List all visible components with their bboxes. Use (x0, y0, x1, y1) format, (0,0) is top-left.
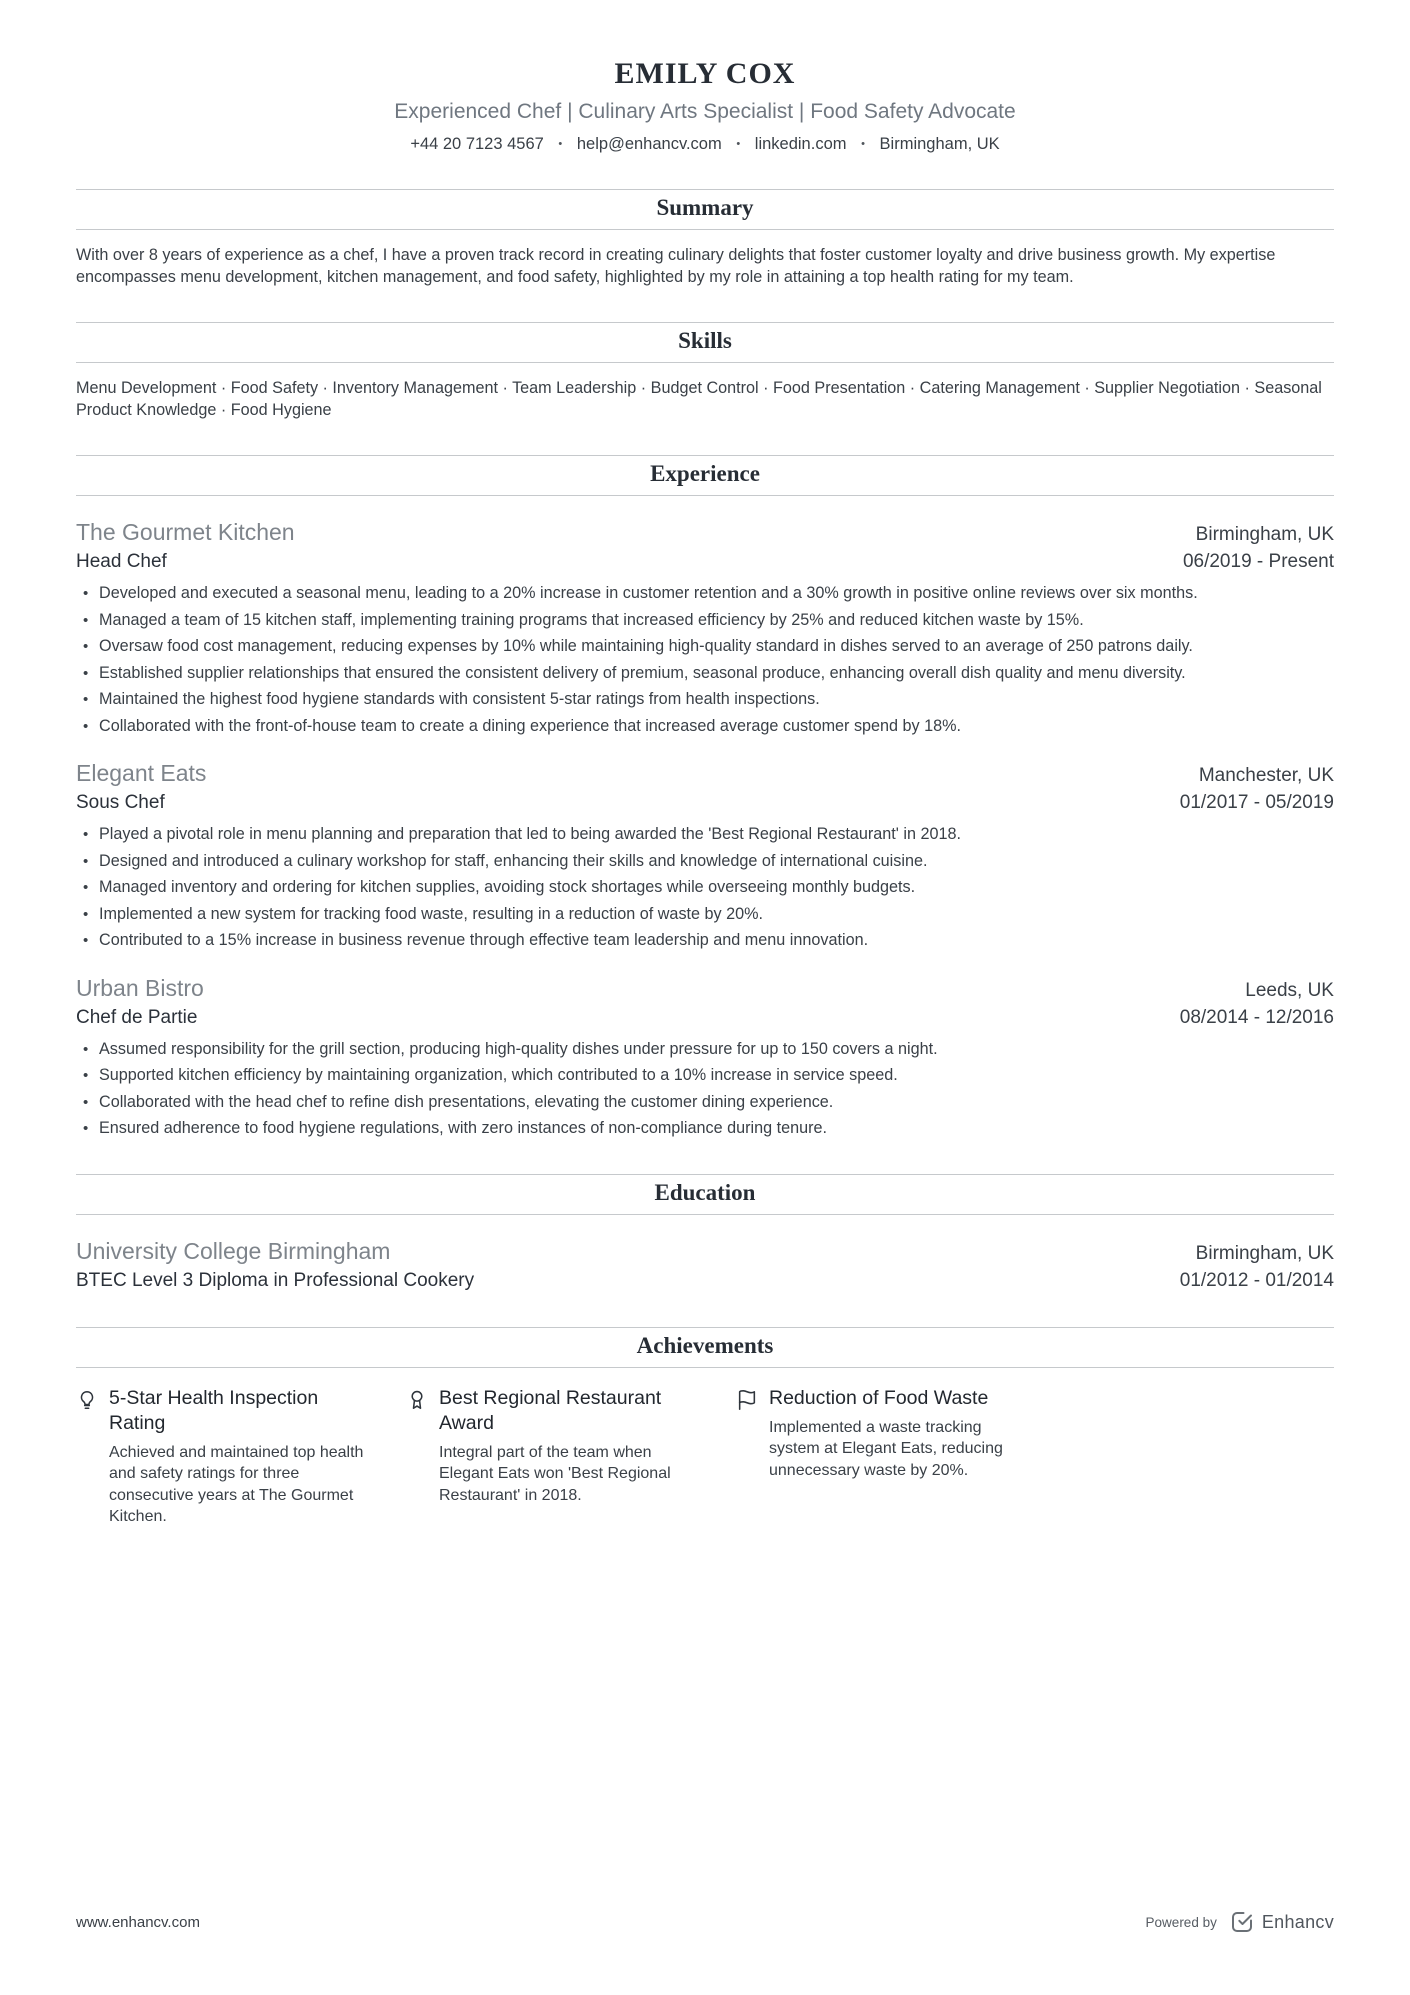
education-entry (76, 1237, 1334, 1293)
enhancv-logo-icon (1229, 1909, 1255, 1935)
contact-separator: • (736, 138, 741, 150)
achievement-title: Reduction of Food Waste (769, 1386, 989, 1409)
achievement-body (109, 1386, 376, 1528)
experience-entry-subheader (76, 547, 1334, 574)
award-icon (406, 1389, 428, 1411)
degree-name: BTEC Level 3 Diploma in Professional Cookery (76, 1269, 475, 1291)
summary-section-head (76, 189, 1334, 230)
achievement-item (76, 1386, 376, 1528)
experience-bullet: • Contributed to a 15% increase in business revenue through effective team leadership and menu innovation. (76, 930, 1334, 952)
achievements-section-title: Achievements (636, 1332, 774, 1358)
company-name: The Gourmet Kitchen (76, 519, 295, 545)
resume-header (76, 56, 1334, 155)
experience-bullet: • Developed and executed a seasonal menu, leading to a 20% increase in customer retention and a 30% growth in positive online reviews over six months. (76, 583, 1334, 605)
experience-bullet: • Implemented a new system for tracking food waste, resulting in a reduction of waste by 20%. (76, 904, 1334, 926)
experience-bullet: • Managed inventory and ordering for kitchen supplies, avoiding stock shortages while overseeing monthly budgets. (76, 877, 1334, 899)
email-link[interactable]: help@enhancv.com (576, 135, 722, 153)
experience-entry (76, 974, 1334, 1140)
job-title: Head Chef (76, 551, 167, 572)
experience-entry-subheader (76, 788, 1334, 815)
experience-bullets (76, 583, 1334, 737)
school-location: Birmingham, UK (1195, 1242, 1334, 1264)
achievement-item (406, 1386, 706, 1528)
powered-by-label: Powered by (1145, 1914, 1217, 1930)
location-text: Birmingham, UK (879, 135, 1000, 153)
headline: Experienced Chef | Culinary Arts Specialist | Food Safety Advocate (394, 100, 1016, 123)
education-entry-header (76, 1237, 1334, 1266)
achievement-body (769, 1386, 1036, 1482)
powered-by-block (1146, 1909, 1334, 1935)
job-title: Sous Chef (76, 792, 165, 813)
company-location: Manchester, UK (1198, 765, 1334, 786)
experience-entry (76, 759, 1334, 952)
education-dates: 01/2012 - 01/2014 (1179, 1269, 1334, 1291)
experience-section-title: Experience (650, 461, 760, 486)
school-name: University College Birmingham (76, 1237, 391, 1264)
experience-entry (76, 518, 1334, 737)
phone-number: +44 20 7123 4567 (410, 135, 544, 153)
company-location: Leeds, UK (1245, 979, 1334, 1001)
skills-section-head (76, 322, 1334, 363)
summary-section-title: Summary (656, 195, 754, 220)
experience-bullet: • Supported kitchen efficiency by maintaining organization, which contributed to a 10% increase in service speed. (76, 1065, 1334, 1087)
company-location: Birmingham, UK (1195, 524, 1334, 545)
experience-bullet: • Ensured adherence to food hygiene regulations, with zero instances of non-compliance during tenure. (76, 1118, 1334, 1140)
experience-entry-header (76, 759, 1334, 788)
skills-list: Menu Development · Food Safety · Inventory Management · Team Leadership · Budget Control · Food Presentation · Catering Management · Supplier Negotiation · Seasonal Product Knowledge · Food Hygiene (76, 379, 1322, 419)
achievement-text: Achieved and maintained top health and safety ratings for three consecutive years at The Gourmet Kitchen. (109, 1443, 364, 1525)
achievements-grid (76, 1386, 1334, 1528)
education-section-title: Education (654, 1179, 756, 1205)
experience-bullets (76, 824, 1334, 952)
experience-bullet: • Established supplier relationships that ensured the consistent delivery of premium, seasonal produce, enhancing overall dish quality and menu diversity. (76, 663, 1334, 685)
experience-bullet: • Collaborated with the head chef to refine dish presentations, elevating the customer dining experience. (76, 1092, 1334, 1114)
education-entry-subheader (76, 1266, 1334, 1293)
summary-text: With over 8 years of experience as a chef, I have a proven track record in creating culinary delights that foster customer loyalty and drive business growth. My expertise encompasses menu development, kitchen management, and food safety, highlighted by my role in attaining a top health rating for my team. (76, 246, 1276, 286)
skills-section-title: Skills (678, 328, 732, 353)
experience-entry-header (76, 974, 1334, 1003)
brand-name: Enhancv (1261, 1911, 1334, 1932)
section-summary (76, 189, 1334, 288)
achievement-title: Best Regional Restaurant Award (439, 1386, 662, 1434)
section-skills (76, 322, 1334, 421)
company-name: Elegant Eats (76, 760, 207, 786)
page-title: EMILY COX (614, 57, 796, 90)
achievement-text: Integral part of the team when Elegant Eats won 'Best Regional Restaurant' in 2018. (439, 1443, 671, 1504)
education-section-head (76, 1174, 1334, 1215)
section-education (76, 1174, 1334, 1293)
experience-entry-subheader (76, 1003, 1334, 1030)
experience-bullet: • Designed and introduced a culinary workshop for staff, enhancing their skills and knowledge of international cuisine. (76, 851, 1334, 873)
section-achievements (76, 1327, 1334, 1528)
job-title: Chef de Partie (76, 1006, 198, 1028)
flag-icon (736, 1389, 758, 1411)
experience-bullet: • Oversaw food cost management, reducing expenses by 10% while maintaining high-quality standard in dishes served to an average of 250 patrons daily. (76, 636, 1334, 658)
achievement-title: 5-Star Health Inspection Rating (109, 1386, 319, 1434)
contact-separator: • (558, 138, 563, 150)
job-dates: 01/2017 - 05/2019 (1179, 792, 1334, 813)
achievement-item (736, 1386, 1036, 1528)
company-name: Urban Bistro (76, 974, 204, 1001)
lightbulb-icon (76, 1389, 98, 1411)
job-dates: 06/2019 - Present (1182, 551, 1334, 572)
experience-section-head (76, 455, 1334, 496)
experience-bullet: • Played a pivotal role in menu planning and preparation that led to being awarded the 'Best Regional Restaurant' in 2018. (76, 824, 1334, 846)
linkedin-link[interactable]: linkedin.com (754, 135, 847, 153)
achievement-text: Implemented a waste tracking system at Elegant Eats, reducing unnecessary waste by 20%. (769, 1418, 1003, 1479)
experience-bullet: • Managed a team of 15 kitchen staff, implementing training programs that increased efficiency by 25% and reduced kitchen waste by 15%. (76, 610, 1334, 632)
experience-bullet: • Assumed responsibility for the grill section, producing high-quality dishes under pressure for up to 150 covers a night. (76, 1039, 1334, 1061)
experience-bullet: • Collaborated with the front-of-house team to create a dining experience that increased average customer spend by 18%. (76, 716, 1334, 738)
page-footer (76, 1909, 1334, 1935)
experience-bullets (76, 1039, 1334, 1140)
website-link[interactable]: www.enhancv.com (76, 1913, 200, 1931)
job-dates: 08/2014 - 12/2016 (1179, 1006, 1334, 1028)
contact-separator: • (861, 138, 865, 150)
experience-bullet: • Maintained the highest food hygiene standards with consistent 5-star ratings from health inspections. (76, 689, 1334, 711)
contact-row (76, 133, 1334, 155)
achievement-body (439, 1386, 706, 1507)
section-experience (76, 455, 1334, 1140)
experience-entry-header (76, 518, 1334, 547)
achievements-section-head (76, 1327, 1334, 1368)
